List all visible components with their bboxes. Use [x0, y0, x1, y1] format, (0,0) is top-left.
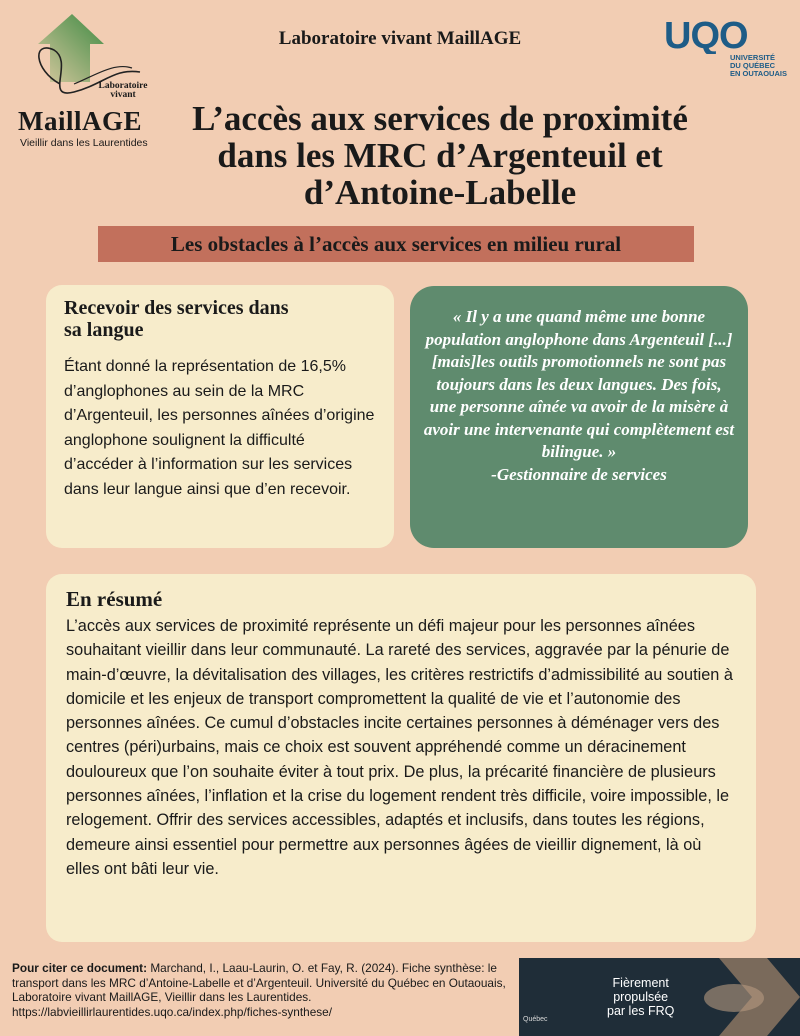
summary-card [46, 574, 756, 942]
title-line-3: d’Antoine-Labelle [303, 173, 577, 212]
uqo-logo [664, 12, 794, 82]
language-card [46, 285, 394, 548]
citation-text: Marchand, I., Laau-Laurin, O. et Fay, R. (2024). Fiche synthèse: le transport dans les MRC d’Antoine-Labelle et d’Argenteuil. Université du Québec en Outaouais, Laboratoire vivant MaillAGE, Vieillir dans les Laurentides. https://labvieillirlaurentides.uqo.ca/index.php/fiches-synthese/ [12, 961, 506, 1019]
frq-line-1: Fièrement [612, 976, 669, 990]
uqo-brand: UQO [664, 15, 748, 54]
title-line-2: dans les MRC d’Argenteuil et [217, 136, 663, 175]
section-banner: Les obstacles à l’accès aux services en milieu rural [98, 226, 694, 262]
logo-line-1: Laboratoire [98, 81, 148, 91]
uqo-wordmark-icon [664, 12, 764, 54]
logo-tagline: Vieillir dans les Laurentides [20, 137, 148, 149]
language-body: Étant donné la représentation de 16,5% d’anglophones au sein de la MRC d’Argenteuil, les personnes aînées d’origine anglophone soulignent la difficulté d’accéder à l’information sur les services dans leur langue ainsi que d’en recevoir. [64, 358, 375, 498]
frq-line-2: propulsée [613, 990, 669, 1004]
page-title [140, 100, 740, 211]
summary-heading: En résumé [66, 587, 163, 611]
uqo-line-3: EN OUTAOUAIS [730, 69, 787, 78]
citation-label: Pour citer ce document: [12, 961, 148, 975]
lab-name: Laboratoire vivant MaillAGE [278, 28, 522, 49]
logo-brand: MaillAGE [18, 106, 142, 136]
summary-body: L’accès aux services de proximité représente un défi majeur pour les personnes aînées souhaitant vieillir dans leur communauté. La rareté des services, aggravée par la pénurie de main-d’œuvre, la dévitalisation des villages, les critères restrictifs d’admissibilité au soutien à domicile et les enjeux de transport compromettent la qualité de vie et l’autonomie des personnes aînées. Ce cumul d’obstacles incite certaines personnes à déménager vers des centres (péri)urbains, mais ce choix est souvent appréhendé comme un déracinement douloureux que l’on souhaite éviter à tout prix. De plus, la précarité financière de plusieurs personnes aînées, l’inflation et la crise du logement rendent très difficile, voire impossible, le relogement. Offrir des services accessibles, adaptés et inclusifs, dans toutes les régions, demeure ainsi essentiel pour permettre aux personnes âgées de vieillir dignement, là où elles ont bâti leur vie. [66, 617, 733, 878]
quote-text: « Il y a une quand même une bonne population anglophone dans Argenteuil [...] [mais]les outils promotionnels ne sont pas toujours dans les deux langues. Des fois, une personne aînée va avoir de la misère à avoir une intervenante qui complètement est bilingue. » [423, 307, 735, 461]
quebec-mark: Québec [523, 1016, 548, 1023]
frq-badge [519, 958, 800, 1036]
quote-author: -Gestionnaire de services [491, 464, 667, 484]
testimonial-quote [410, 286, 748, 548]
uqo-line-2: DU QUÉBEC [730, 61, 776, 70]
frq-line-3: par les FRQ [607, 1004, 675, 1018]
citation [12, 961, 517, 1019]
language-heading: Recevoir des services dans sa langue [64, 297, 289, 341]
logo-line-2: vivant [110, 90, 136, 100]
title-line-1: L’accès aux services de proximité [192, 99, 688, 138]
uqo-line-1: UNIVERSITÉ [730, 53, 776, 62]
